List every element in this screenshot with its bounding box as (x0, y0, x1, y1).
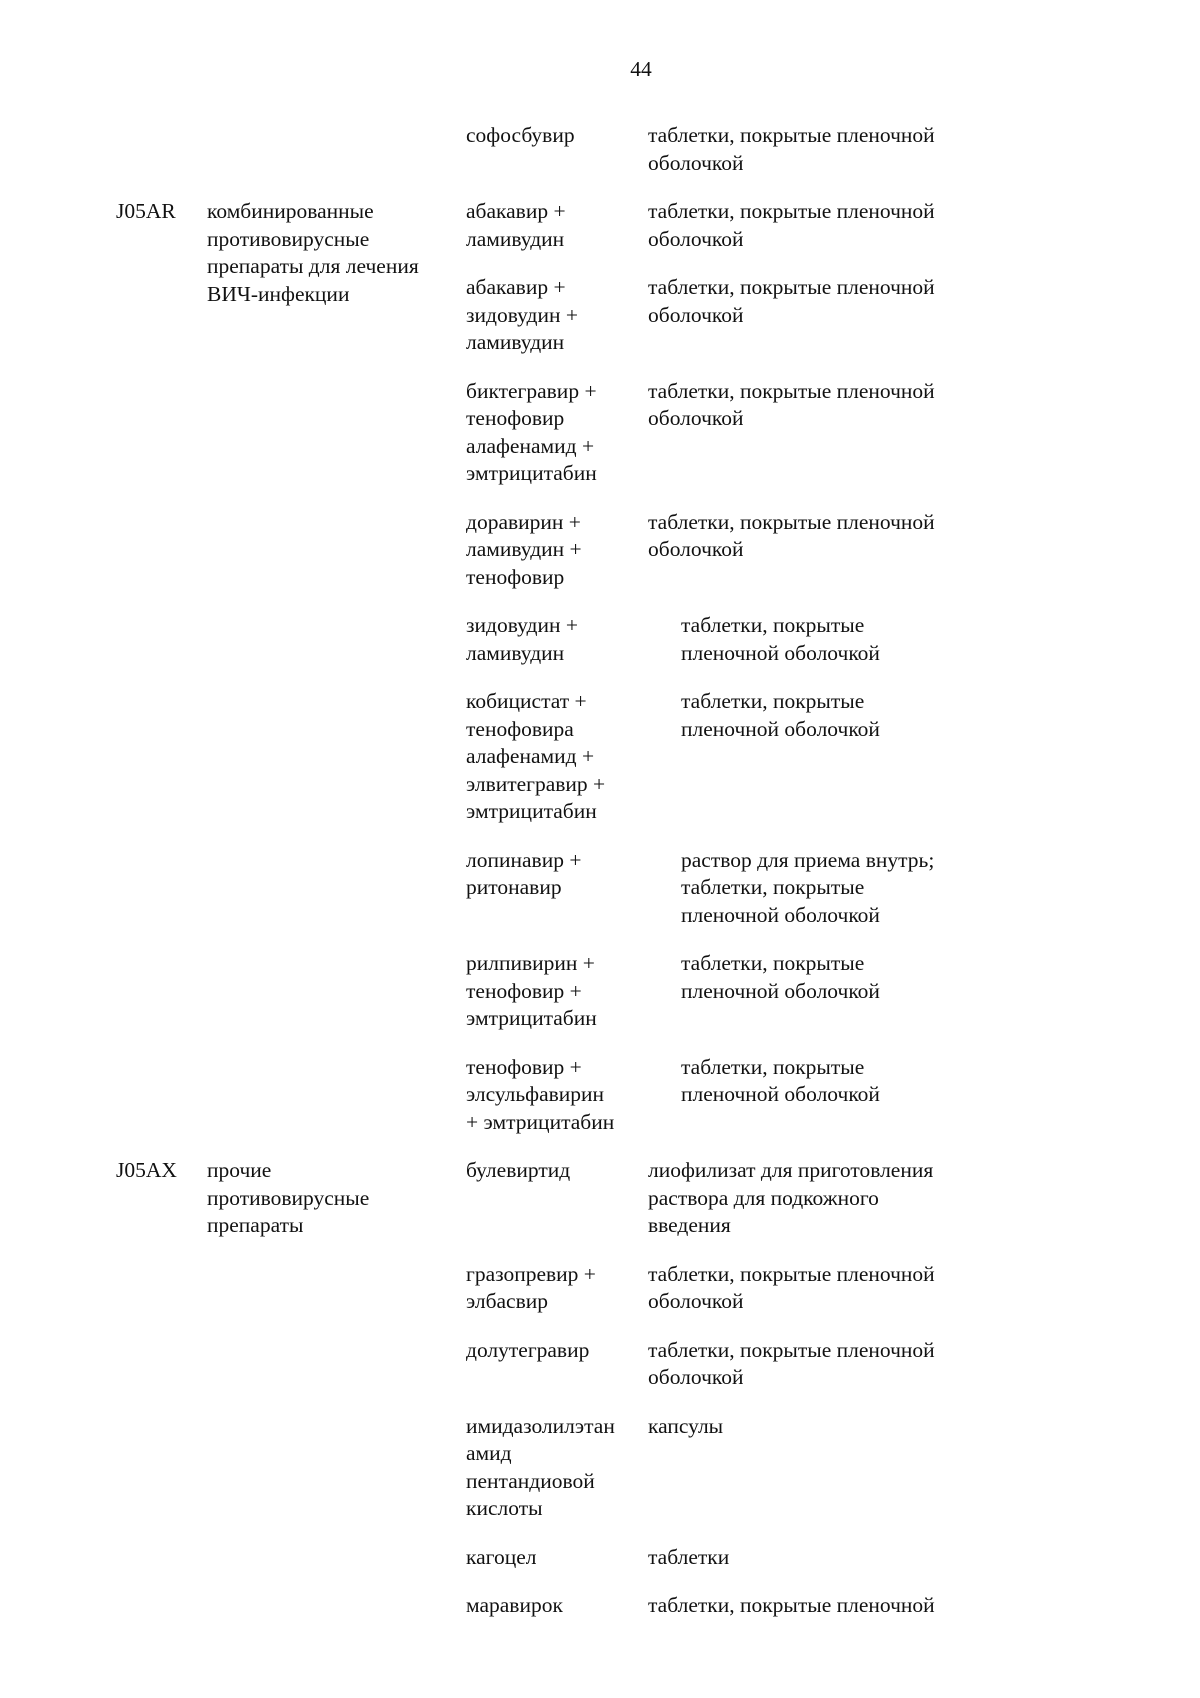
drug-name (466, 1544, 536, 1572)
dosage-form-line: таблетки, покрытые пленочной (648, 275, 935, 299)
dosage-form-line: раствора для подкожного (648, 1185, 879, 1210)
drug-name-line: абакавир + (466, 275, 566, 299)
dosage-form (681, 1054, 880, 1109)
drug-name (466, 847, 581, 902)
atc-group-name-line: ВИЧ-инфекции (207, 281, 350, 306)
drug-name-line: тенофовир + (466, 978, 582, 1003)
dosage-form-line: оболочкой (648, 537, 744, 561)
dosage-form-line: раствор для приема внутрь; (681, 847, 935, 872)
drug-name (466, 950, 597, 1033)
dosage-form-line: пленочной оболочкой (681, 978, 880, 1003)
dosage-form-line: пленочной оболочкой (681, 716, 880, 741)
drug-name-line: зидовудин + (466, 302, 578, 327)
drug-name-line: эмтрицитабин (466, 799, 597, 823)
drug-name (466, 1054, 614, 1137)
atc-group-name-line: препараты (207, 1213, 304, 1237)
dosage-form (681, 847, 934, 930)
drug-name-line: ритонавир (466, 875, 562, 899)
drug-name-line: ламивудин (466, 640, 565, 665)
drug-name-line: тенофовир + (466, 1054, 582, 1079)
dosage-form-line: таблетки, покрытые (681, 875, 865, 899)
dosage-form (648, 1413, 723, 1441)
dosage-form-line: оболочкой (648, 406, 744, 430)
dosage-form-line: таблетки, покрытые (681, 613, 865, 637)
dosage-form-line: таблетки (648, 1544, 730, 1569)
atc-code: J05AX (116, 1158, 177, 1182)
dosage-form-line: таблетки, покрытые пленочной (648, 1261, 935, 1286)
atc-group-name-line: комбинированные (207, 199, 374, 223)
dosage-form-line: оболочкой (648, 1365, 744, 1389)
dosage-form-line: таблетки, покрытые пленочной (648, 1337, 935, 1362)
dosage-form-line: оболочкой (648, 150, 744, 175)
dosage-form-line: таблетки, покрытые пленочной (648, 123, 935, 147)
atc-code: J05AR (116, 199, 176, 223)
dosage-form-line: оболочкой (648, 302, 744, 327)
drug-name-line: тенофовир (466, 564, 565, 589)
dosage-form (648, 1261, 935, 1316)
drug-name-line: рилпивирин + (466, 951, 595, 975)
drug-name-line: пентандиовой (466, 1468, 595, 1493)
drug-name-line: эмтрицитабин (466, 1006, 597, 1030)
drug-name-line: элвитегравир + (466, 771, 606, 796)
drug-name-line: доравирин + (466, 509, 581, 534)
drug-name-line: маравирок (466, 1593, 563, 1617)
drug-name-line: кобицистат + (466, 689, 587, 713)
drug-name-line: + эмтрицитабин (466, 1109, 615, 1134)
dosage-form-line: оболочкой (648, 226, 744, 251)
drug-name-line: элбасвир (466, 1289, 549, 1313)
drug-name (466, 612, 578, 667)
dosage-form-line: таблетки, покрытые пленочной (648, 199, 935, 223)
drug-name-line: биктегравир + (466, 378, 597, 403)
drug-name (466, 688, 605, 826)
drug-name-line: софосбувир (466, 123, 575, 147)
dosage-form-line: таблетки, покрытые пленочной (648, 1593, 935, 1617)
drug-name (466, 378, 597, 488)
drug-name-line: долутегравир (466, 1337, 590, 1362)
dosage-form-line: введения (648, 1213, 731, 1237)
drug-name-line: кагоцел (466, 1544, 537, 1569)
drug-name (466, 509, 582, 592)
dosage-form-line: пленочной оболочкой (681, 902, 880, 927)
drug-name-line: абакавир + (466, 199, 566, 223)
dosage-form-line: лиофилизат для приготовления (648, 1158, 934, 1182)
dosage-form (681, 688, 880, 743)
atc-group-name (207, 1157, 369, 1240)
atc-group-name-line: прочие (207, 1158, 272, 1182)
dosage-form-line: капсулы (648, 1413, 724, 1438)
drug-name-line: элсульфавирин (466, 1082, 605, 1106)
atc-group-name (207, 198, 419, 308)
drug-name-line: гразопревир + (466, 1261, 596, 1286)
dosage-form (648, 274, 935, 329)
drug-name-line: ламивудин (466, 226, 565, 251)
atc-group-name-line: препараты для лечения (207, 254, 419, 278)
dosage-form (648, 378, 935, 433)
dosage-form-line: таблетки, покрытые (681, 1054, 865, 1079)
drug-name (466, 1413, 615, 1523)
dosage-form (681, 612, 880, 667)
atc-group-name-line: противовирусные (207, 1185, 370, 1210)
dosage-form (648, 509, 935, 564)
dosage-form-line: пленочной оболочкой (681, 640, 880, 665)
drug-name (466, 1261, 596, 1316)
drug-name-line: имидазолилэтан (466, 1413, 615, 1438)
drug-name-line: тенофовира (466, 716, 574, 741)
dosage-form (648, 1544, 729, 1572)
drug-name-line: алафенамид + (466, 433, 595, 458)
drug-name-line: эмтрицитабин (466, 461, 597, 485)
drug-name-line: ламивудин + (466, 537, 582, 561)
drug-name (466, 274, 578, 357)
drug-name (466, 1157, 570, 1185)
dosage-form-line: таблетки, покрытые (681, 689, 865, 713)
dosage-form (648, 1592, 935, 1620)
drug-name-line: алафенамид + (466, 744, 595, 768)
drug-name-line: амид (466, 1441, 512, 1465)
dosage-form-line: оболочкой (648, 1289, 744, 1313)
drug-name-line: булевиртид (466, 1158, 571, 1182)
dosage-form-line: таблетки, покрытые пленочной (648, 509, 935, 534)
dosage-form-line: пленочной оболочкой (681, 1082, 880, 1106)
drug-name-line: тенофовир (466, 406, 565, 430)
dosage-form (648, 1157, 933, 1240)
dosage-form (681, 950, 880, 1005)
drug-name (466, 122, 575, 150)
drug-name-line: ламивудин (466, 330, 565, 354)
dosage-form (648, 198, 935, 253)
drug-name-line: кислоты (466, 1496, 543, 1520)
drug-name-line: лопинавир + (466, 847, 582, 872)
atc-group-name-line: противовирусные (207, 226, 370, 251)
dosage-form (648, 1337, 935, 1392)
drug-name-line: зидовудин + (466, 613, 578, 637)
drug-name (466, 198, 566, 253)
dosage-form (648, 122, 935, 177)
dosage-form-line: таблетки, покрытые (681, 951, 865, 975)
drug-name (466, 1337, 589, 1365)
drug-name (466, 1592, 563, 1620)
page-number: 44 (630, 57, 652, 81)
dosage-form-line: таблетки, покрытые пленочной (648, 378, 935, 403)
